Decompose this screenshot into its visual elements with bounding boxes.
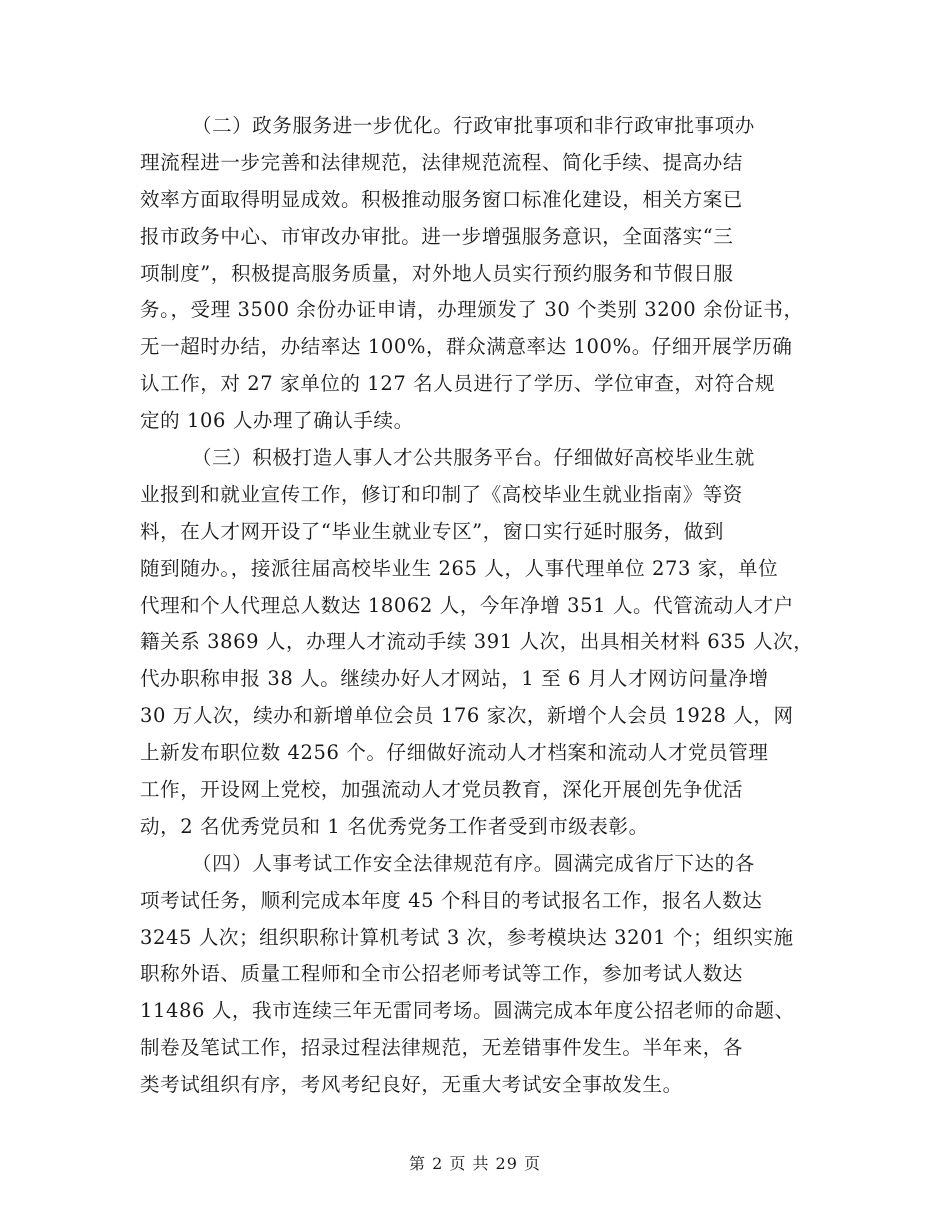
paragraph-line: 11486 人，我市连续三年无雷同考场。圆满完成本年度公招老师的命题、: [140, 999, 795, 1023]
paragraph-line: 制卷及笔试工作，招录过程法律规范，无差错事件发生。半年来，各: [140, 1036, 744, 1060]
paragraph-talent-service-platform: [140, 440, 820, 846]
paragraph-line: 理流程进一步完善和法律规范，法律规范流程、简化手续、提高办结: [140, 150, 744, 174]
paragraph-personnel-exams: [140, 846, 820, 1104]
paragraph-line: 上新发布职位数 4256 个。仔细做好流动人才档案和流动人才党员管理: [140, 741, 769, 765]
page-number-footer: 第 2 页 共 29 页: [409, 1154, 541, 1173]
paragraph-line: 动，2 名优秀党员和 1 名优秀党务工作者受到市级表彰。: [140, 814, 649, 838]
paragraph-line: 定的 106 人办理了确认手续。: [140, 409, 414, 433]
paragraph-line: 报市政务中心、市审改办审批。进一步增强服务意识，全面落实“三: [140, 224, 734, 248]
paragraph-line: 类考试组织有序，考风考纪良好，无重大考试安全事故发生。: [140, 1073, 683, 1097]
paragraph-line: 项考试任务，顺利完成本年度 45 个科目的考试报名工作，报名人数达: [140, 888, 763, 912]
paragraph-line: （三）积极打造人事人才公共服务平台。仔细做好高校毕业生就: [192, 446, 755, 470]
paragraph-line: 籍关系 3869 人，办理人才流动手续 391 人次，出具相关材料 635 人次，: [140, 630, 814, 654]
paragraph-line: 效率方面取得明显成效。积极推动服务窗口标准化建设，相关方案已: [140, 187, 744, 211]
paragraph-line: 业报到和就业宣传工作，修订和印制了《高校毕业生就业指南》等资: [140, 482, 744, 506]
paragraph-line: 代理和个人代理总人数达 18062 人，今年净增 351 人。代管流动人才户: [140, 593, 794, 617]
paragraph-line: 职称外语、质量工程师和全市公招老师考试等工作，参加考试人数达: [140, 962, 744, 986]
document-body: [140, 108, 820, 1104]
paragraph-line: 料，在人才网开设了“毕业生就业专区”，窗口实行延时服务，做到: [140, 519, 724, 543]
paragraph-line: 随到随办。，接派往届高校毕业生 265 人，人事代理单位 273 家，单位: [140, 556, 779, 580]
paragraph-line: 认工作，对 27 家单位的 127 名人员进行了学历、学位审查，对符合规: [140, 372, 775, 396]
paragraph-line: 工作，开设网上党校，加强流动人才党员教育，深化开展创先争优活: [140, 778, 744, 802]
paragraph-line: 务。，受理 3500 余份办证申请，办理颁发了 30 个类别 3200 余份证书，: [140, 298, 804, 322]
paragraph-line: 3245 人次；组织职称计算机考试 3 次，参考模块达 3201 个；组织实施: [140, 925, 794, 949]
paragraph-line: 无一超时办结，办结率达 100%，群众满意率达 100%。仔细开展学历确: [140, 335, 793, 359]
paragraph-political-services: [140, 108, 820, 440]
paragraph-line: 项制度”，积极提高服务质量，对外地人员实行预约服务和节假日服: [140, 261, 734, 285]
paragraph-line: 代办职称申报 38 人。继续办好人才网站，1 至 6 月人才网访问量净增: [140, 667, 769, 691]
paragraph-line: （四）人事考试工作安全法律规范有序。圆满完成省厅下达的各: [192, 851, 755, 875]
paragraph-line: （二）政务服务进一步优化。行政审批事项和非行政审批事项办: [192, 114, 755, 137]
paragraph-line: 30 万人次，续办和新增单位会员 176 家次，新增个人会员 1928 人，网: [140, 704, 794, 728]
